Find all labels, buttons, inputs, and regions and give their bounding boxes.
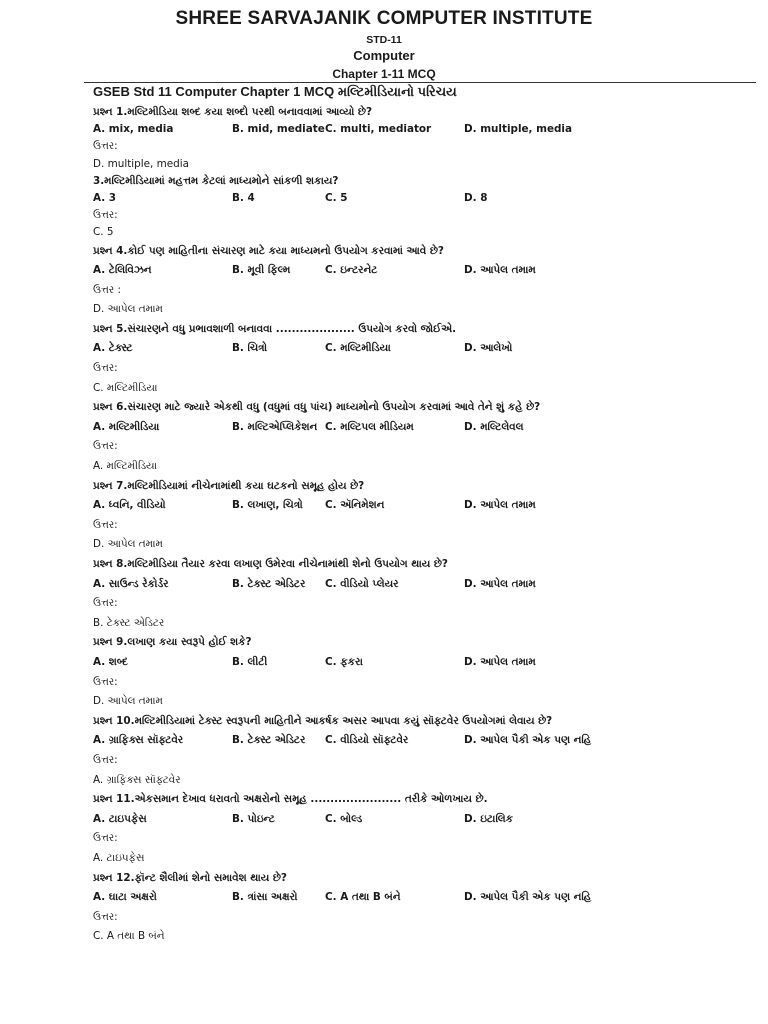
option-a: A. ગ્રાફિક્સ સૉફ્ટવેર	[93, 734, 184, 747]
chapter-title: GSEB Std 11 Computer Chapter 1 MCQ મલ્ટિમીડિયાનો પરિચય	[93, 84, 457, 99]
answer-label: ઉત્તર:	[93, 140, 118, 153]
option-b: B. લખાણ, ચિત્રો	[232, 499, 303, 512]
option-b: B. ટેક્સ્ટ એડિટર	[232, 734, 306, 747]
option-d: D. આપેલ તમામ	[464, 655, 536, 668]
options-row	[93, 190, 763, 207]
question-text: પ્રશ્ન 5.સંચારણને વધુ પ્રભાવશાળી બનાવવા .................... ઉપયોગ કરવો જોઈએ.	[93, 322, 457, 335]
option-a: A. ધ્વનિ, વીડિયો	[93, 499, 166, 512]
option-c: C. A તથા B બંને	[325, 891, 401, 904]
options-row	[93, 121, 763, 138]
answer-text: A. મલ્ટિમીડિયા	[93, 460, 158, 473]
option-a: A. ઘાટા અક્ષરો	[93, 891, 157, 904]
answer-text: D. multiple, media	[93, 157, 190, 170]
header-divider	[84, 82, 756, 83]
options-row	[93, 496, 763, 516]
question-text: 3.મલ્ટિમીડિયામાં મહત્તમ કેટલાં માધ્યમોને સાંકળી શકાય?	[93, 174, 339, 187]
options-row	[93, 575, 763, 595]
question-block	[93, 320, 763, 398]
answer-label: ઉત્તર:	[93, 910, 118, 923]
standard-label: STD-11	[366, 34, 402, 46]
option-a: A. ટેલિવિઝન	[93, 264, 152, 277]
option-c: C. ઍનિમેશન	[325, 499, 385, 512]
question-text: પ્રશ્ન 10.મલ્ટિમીડિયામાં ટેક્સ્ટ સ્વરૂપની માહિતીને આકર્ષક અસર આપવા કયું સૉફ્ટવેર ઉપયોગમાં લેવાય છે?	[93, 714, 553, 727]
question-block	[93, 555, 763, 633]
answer-label: ઉત્તર:	[93, 440, 118, 453]
option-a: A. મલ્ટિમીડિયા	[93, 420, 160, 433]
option-d: D. આપેલ તમામ	[464, 499, 536, 512]
question-block	[93, 712, 763, 790]
option-c: C. 5	[325, 191, 348, 204]
option-d: D. આપેલ પૈકી એક પણ નહિ	[464, 734, 592, 747]
option-c: C. બોલ્ડ	[325, 812, 363, 825]
question-block	[93, 790, 763, 868]
option-a: A. સાઉન્ડ રેકોર્ડર	[93, 577, 169, 590]
option-d: D. આલેખો	[464, 342, 513, 355]
option-b: B. લીટી	[232, 655, 268, 668]
question-text: પ્રશ્ન 9.લખાણ કયા સ્વરૂપે હોઈ શકે?	[93, 636, 252, 649]
option-c: C. મલ્ટિમીડિયા	[325, 342, 391, 355]
question-block	[93, 104, 763, 173]
question-block	[93, 869, 763, 947]
chapter-range: Chapter 1-11 MCQ	[332, 67, 436, 81]
option-c: C. વીડિયો સૉફ્ટવેર	[325, 734, 409, 747]
option-a: A. શબ્દ	[93, 655, 128, 668]
option-d: D. ઇટાલિક	[464, 812, 514, 825]
options-row	[93, 261, 763, 281]
answer-text: C. મલ્ટિમીડિયા	[93, 381, 158, 394]
option-c: C. ઇન્ટરનેટ	[325, 264, 378, 277]
option-c: C. ફકરા	[325, 655, 363, 668]
option-d: D. આપેલ તમામ	[464, 264, 536, 277]
answer-label: ઉત્તર:	[93, 518, 118, 531]
option-b: B. mid, mediate	[232, 123, 325, 136]
option-b: B. 4	[232, 191, 255, 204]
question-block	[93, 242, 763, 320]
question-block	[93, 398, 763, 476]
answer-text: A. ટાઇપફેસ	[93, 851, 145, 864]
option-b: B. મલ્ટિએપ્લિકેશન	[232, 420, 318, 433]
answer-text: A. ગ્રાફિક્સ સૉફ્ટવેર	[93, 773, 181, 786]
question-text: પ્રશ્ન 12.ફૉન્ટ શૈલીમાં શેનો સમાવેશ થાય છે?	[93, 871, 287, 884]
option-a: A. ટાઇપફેસ	[93, 812, 147, 825]
question-text: પ્રશ્ન 1.મલ્ટિમીડિયા શબ્દ કયા શબ્દો પરથી બનાવવામાં આવ્યો છે?	[93, 106, 372, 118]
option-c: C. વીડિયો પ્લેયર	[325, 577, 399, 590]
question-text: પ્રશ્ન 7.મલ્ટિમીડિયામાં નીચેનામાંથી કયા ઘટકનો સમૂહ હોય છે?	[93, 479, 365, 492]
option-d: D. આપેલ પૈકી એક પણ નહિ	[464, 891, 592, 904]
option-b: B. મૂવી ફિલ્મ	[232, 264, 291, 277]
options-row	[93, 888, 763, 908]
answer-label: ઉત્તર:	[93, 832, 118, 845]
options-row	[93, 731, 763, 751]
question-block	[93, 477, 763, 555]
answer-label: ઉત્તર:	[93, 675, 118, 688]
option-c: C. multi, mediator	[325, 123, 432, 136]
option-a: A. ટેક્સ્ટ	[93, 342, 133, 355]
option-b: B. ચિત્રો	[232, 342, 268, 355]
question-block	[93, 633, 763, 711]
answer-label: ઉત્તર:	[93, 597, 118, 610]
answer-label: ઉત્તર :	[93, 283, 121, 296]
option-a: A. mix, media	[93, 123, 174, 136]
question-list	[93, 104, 763, 947]
option-b: B. પોઇન્ટ	[232, 812, 275, 825]
answer-label: ઉત્તર:	[93, 753, 118, 766]
question-block	[93, 173, 763, 242]
answer-text: B. ટેક્સ્ટ એડિટર	[93, 616, 165, 629]
option-b: B. ત્રાંસા અક્ષરો	[232, 891, 298, 904]
options-row	[93, 418, 763, 438]
question-text: પ્રશ્ન 6.સંચારણ માટે જ્યારે એકથી વધુ (વધુમાં વધુ પાંચ) માધ્યમોનો ઉપયોગ કરવામાં આવે તેને શું કહે છે?	[93, 401, 541, 414]
answer-text: C. 5	[93, 226, 114, 239]
answer-text: D. આપેલ તમામ	[93, 303, 163, 316]
answer-text: D. આપેલ તમામ	[93, 695, 163, 708]
answer-label: ઉત્તર:	[93, 209, 118, 222]
answer-text: D. આપેલ તમામ	[93, 538, 163, 551]
options-row	[93, 653, 763, 673]
question-text: પ્રશ્ન 8.મલ્ટિમીડિયા તૈયાર કરવા લખાણ ઉમેરવા નીચેનામાંથી શેનો ઉપયોગ થાય છે?	[93, 558, 448, 570]
option-a: A. 3	[93, 191, 117, 204]
option-d: D. આપેલ તમામ	[464, 577, 536, 590]
options-row	[93, 810, 763, 830]
subject-label: Computer	[353, 48, 415, 63]
question-text: પ્રશ્ન 11.એકસમાન દેખાવ ધરાવતો અક્ષરોનો સમૂહ ....................... તરીકે ઓળખાય છે.	[93, 793, 488, 806]
institute-name: SHREE SARVAJANIK COMPUTER INSTITUTE	[175, 8, 593, 29]
answer-text: C. A તથા B બંને	[93, 930, 165, 943]
option-d: D. 8	[464, 191, 488, 204]
option-d: D. multiple, media	[464, 123, 573, 136]
option-c: C. મલ્ટિપલ મીડિયમ	[325, 420, 414, 433]
option-d: D. મલ્ટિલેવલ	[464, 420, 524, 433]
options-row	[93, 339, 763, 359]
answer-label: ઉત્તર:	[93, 362, 118, 375]
option-b: B. ટેક્સ્ટ એડિટર	[232, 577, 306, 590]
question-text: પ્રશ્ન 4.કોઈ પણ માહિતીના સંચારણ માટે કયા માધ્યમનો ઉપયોગ કરવામાં આવે છે?	[93, 244, 444, 257]
